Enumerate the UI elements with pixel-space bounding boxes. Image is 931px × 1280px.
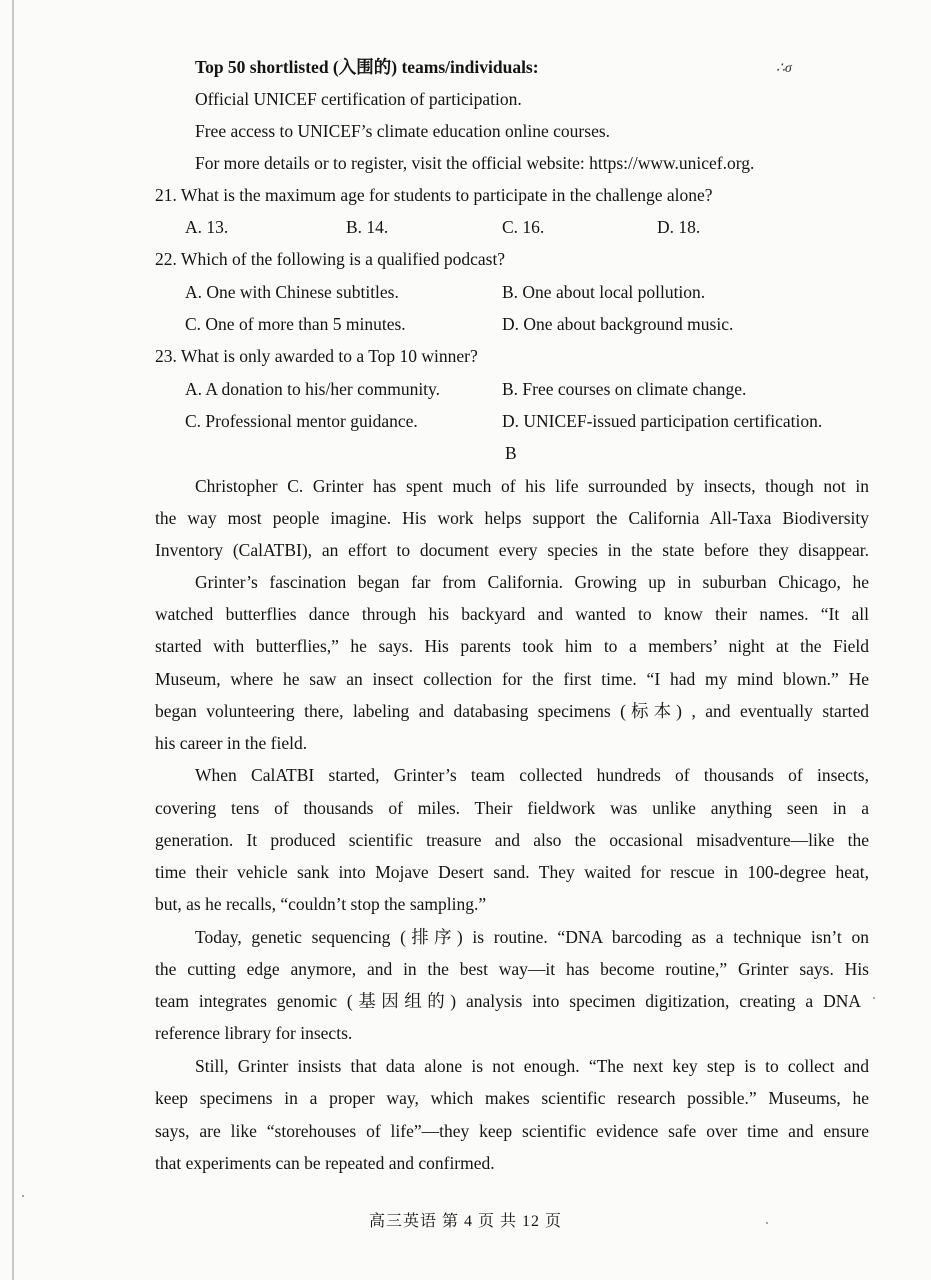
paragraph-line: his career in the field. (155, 733, 308, 753)
question-stem-23: 23. What is only awarded to a Top 10 winner? (155, 346, 478, 366)
scan-speck (766, 1222, 768, 1224)
paragraph-line: Christopher C. Grinter has spent much of his life surrounded by insects, though not in (195, 476, 869, 496)
option-21-c: C. 16. (502, 217, 545, 237)
paragraph-line: Museum, where he saw an insect collection for the first time. “I had my mind blown.” He (155, 669, 869, 689)
section-label: B (505, 443, 517, 463)
paragraph-line: team integrates genomic (基因组的) analysis into specimen digitization, creating a DNA (155, 991, 861, 1011)
paragraph-line: says, are like “storehouses of life”—they keep scientific evidence safe over time and ensure (155, 1121, 869, 1141)
paragraph-line: began volunteering there, labeling and databasing specimens (标本) , and eventually started (155, 701, 869, 721)
paragraph-line: When CalATBI started, Grinter’s team collected hundreds of thousands of insects, (195, 765, 869, 785)
paragraph-line: Inventory (CalATBI), an effort to document every species in the state before they disappear. (155, 540, 869, 560)
option-21-d: D. 18. (657, 217, 701, 237)
option-22-a: A. One with Chinese subtitles. (185, 282, 399, 302)
scan-speck (873, 997, 875, 999)
option-23-b: B. Free courses on climate change. (502, 379, 747, 399)
paragraph-line: started with butterflies,” he says. His parents took him to a members’ night at the Field (155, 636, 869, 656)
paragraph-line: Grinter’s fascination began far from California. Growing up in suburban Chicago, he (195, 572, 869, 592)
paragraph-line: reference library for insects. (155, 1023, 353, 1043)
option-23-a: A. A donation to his/her community. (185, 379, 441, 399)
option-23-d: D. UNICEF-issued participation certification. (502, 411, 823, 431)
page-footer: 高三英语 第 4 页 共 12 页 (368, 1213, 562, 1230)
paragraph-line: Today, genetic sequencing (排序) is routine. “DNA barcoding as a technique isn’t on (195, 927, 869, 947)
shortlist-item: Official UNICEF certification of participation. (195, 89, 522, 109)
option-22-d: D. One about background music. (502, 314, 734, 334)
paragraph-line: keep specimens in a proper way, which makes scientific research possible.” Museums, he (155, 1088, 869, 1108)
question-stem-22: 22. Which of the following is a qualified podcast? (155, 249, 506, 269)
paragraph-line: watched butterflies dance through his backyard and wanted to know their names. “It all (155, 604, 869, 624)
scan-speck (22, 1195, 24, 1197)
paragraph-line: that experiments can be repeated and confirmed. (155, 1153, 495, 1173)
paragraph-line: covering tens of thousands of miles. Their fieldwork was unlike anything seen in a (155, 798, 869, 818)
shortlist-heading: Top 50 shortlisted (入围的) teams/individuals: (195, 57, 539, 77)
paragraph-line: Still, Grinter insists that data alone is not enough. “The next key step is to collect and (195, 1056, 869, 1076)
option-22-b: B. One about local pollution. (502, 282, 706, 302)
paragraph-line: time their vehicle sank into Mojave Desert sand. They waited for rescue in 100-degree heat, (155, 862, 869, 882)
shortlist-item: Free access to UNICEF’s climate education online courses. (195, 121, 611, 141)
option-21-b: B. 14. (346, 217, 389, 237)
shortlist-item: For more details or to register, visit the official website: https://www.unicef.org. (195, 153, 755, 173)
paragraph-line: the way most people imagine. His work helps support the California All-Taxa Biodiversity (155, 508, 869, 528)
paragraph-line: generation. It produced scientific treasure and also the occasional misadventure—like the (155, 830, 869, 850)
pen-mark: ∴σ (776, 61, 792, 76)
paragraph-line: the cutting edge anymore, and in the best way—it has become routine,” Grinter says. His (155, 959, 869, 979)
option-23-c: C. Professional mentor guidance. (185, 411, 418, 431)
paragraph-line: but, as he recalls, “couldn’t stop the sampling.” (155, 894, 487, 914)
question-stem-21: 21. What is the maximum age for students to participate in the challenge alone? (155, 185, 713, 205)
option-22-c: C. One of more than 5 minutes. (185, 314, 406, 334)
option-21-a: A. 13. (185, 217, 229, 237)
